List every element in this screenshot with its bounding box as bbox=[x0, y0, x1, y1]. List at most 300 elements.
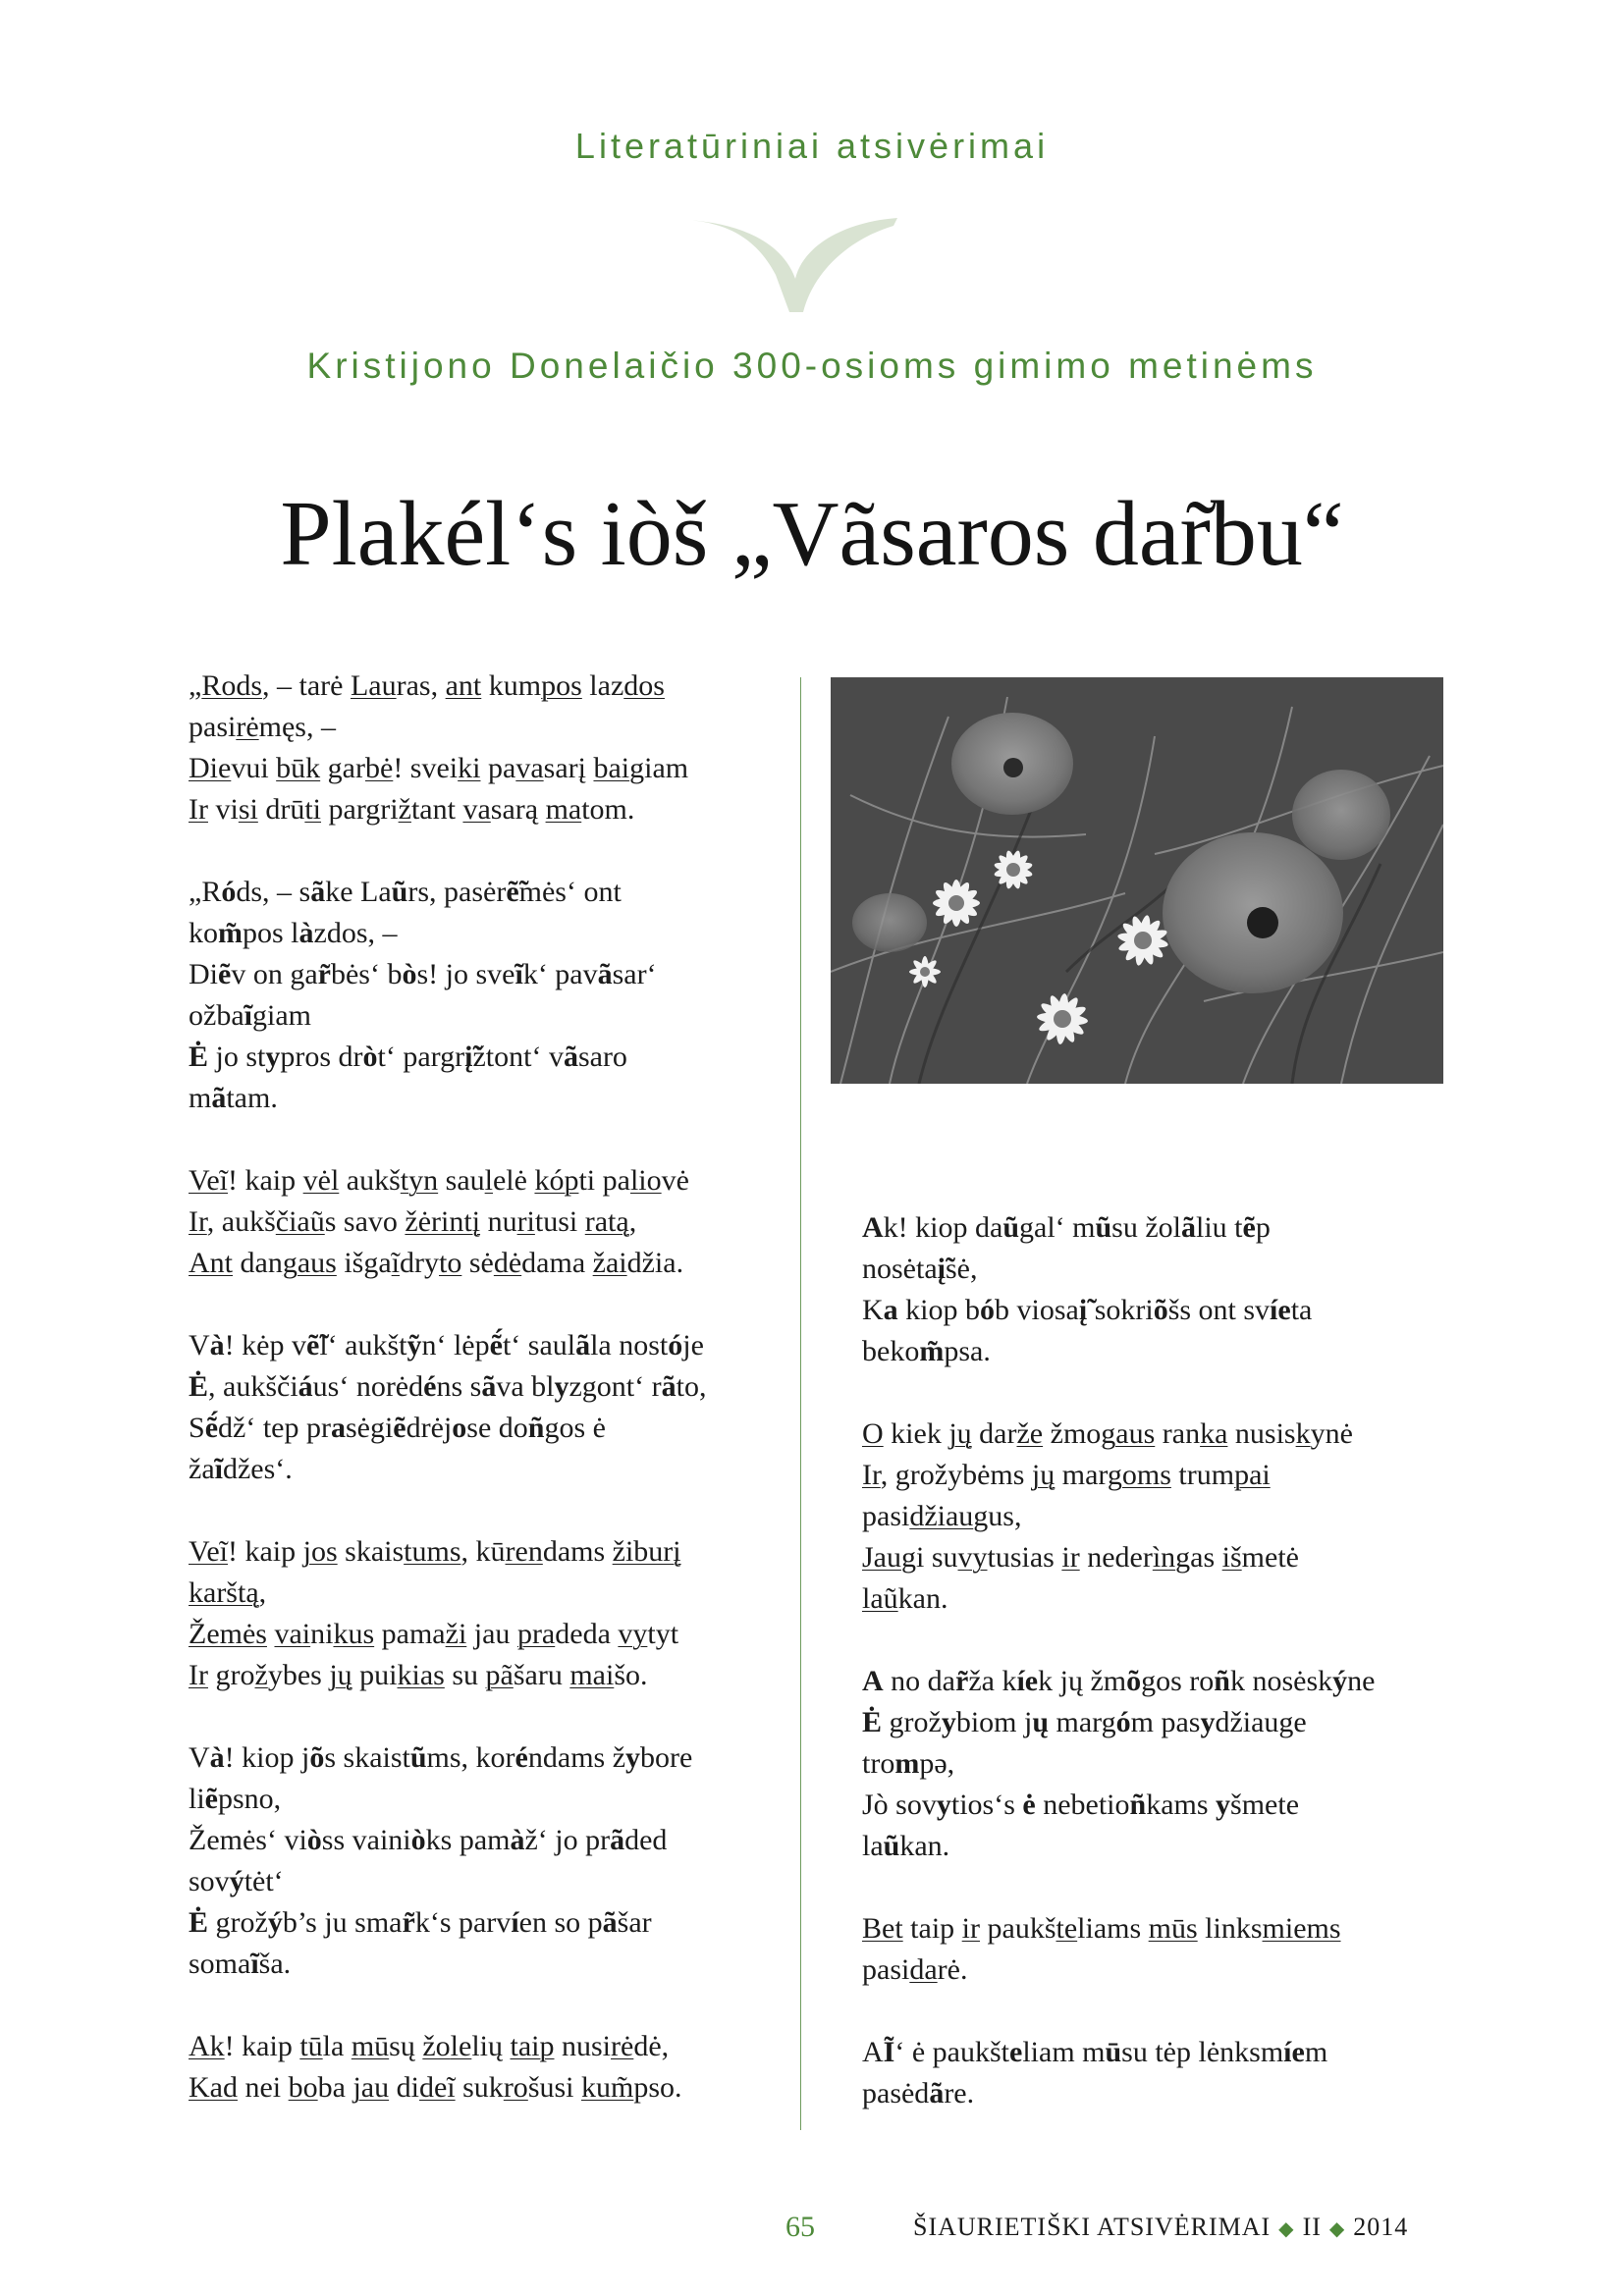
line-segment: į̃ bbox=[937, 1253, 946, 1285]
line-segment: ẽ̃ bbox=[506, 876, 519, 908]
line-segment: zdos, – bbox=[313, 917, 398, 949]
poem-line bbox=[157, 954, 785, 995]
line-segment: ò bbox=[362, 1041, 378, 1073]
line-segment: ã bbox=[610, 1824, 625, 1856]
line-segment: tums bbox=[404, 1535, 461, 1568]
poem-line bbox=[831, 1743, 1459, 1785]
line-segment: ! kaip bbox=[224, 2030, 300, 2062]
line-segment: à bbox=[209, 1741, 225, 1774]
line-segment: pra bbox=[516, 1618, 556, 1650]
line-segment: dar bbox=[971, 1417, 1017, 1450]
line-segment: nusi bbox=[554, 2030, 612, 2062]
line-segment: ma bbox=[545, 793, 582, 826]
line-segment: lių bbox=[471, 2030, 511, 2062]
line-segment: ms, kor bbox=[426, 1741, 515, 1774]
poem-line bbox=[157, 1037, 785, 1078]
line-segment: pui bbox=[352, 1659, 398, 1691]
poem-line bbox=[157, 1078, 785, 1119]
poem-line bbox=[831, 1578, 1459, 1620]
line-segment: liams bbox=[1077, 1912, 1149, 1945]
line-segment: ū bbox=[1105, 2036, 1122, 2068]
line-segment: rė bbox=[236, 711, 259, 743]
line-segment: p bbox=[1255, 1211, 1271, 1244]
line-segment: b’s ju sma bbox=[282, 1906, 403, 1939]
line-segment: la nost bbox=[590, 1329, 669, 1362]
line-segment: šmete bbox=[1230, 1789, 1300, 1821]
line-segment: dan bbox=[233, 1247, 283, 1279]
line-segment: s savo bbox=[324, 1205, 406, 1238]
line-segment: n‘ lėp bbox=[421, 1329, 490, 1362]
line-segment: va bbox=[462, 793, 491, 826]
line-segment: a bbox=[330, 1412, 346, 1444]
poem-line bbox=[157, 1325, 785, 1366]
poem-line bbox=[157, 748, 785, 789]
line-segment: Ĩ bbox=[883, 2036, 895, 2068]
line-segment: kan. bbox=[899, 1830, 950, 1862]
line-segment: dry bbox=[400, 1247, 439, 1279]
line-segment: Žemės‘ vi bbox=[189, 1824, 307, 1856]
line-segment: , aukšči bbox=[208, 1370, 298, 1403]
stanza bbox=[157, 1531, 785, 1696]
line-segment: ožba bbox=[189, 999, 244, 1032]
line-segment: sokri bbox=[1087, 1294, 1154, 1326]
line-segment: ã bbox=[1181, 1211, 1196, 1244]
poem-line bbox=[157, 1449, 785, 1490]
line-segment: ti pa bbox=[578, 1164, 630, 1197]
line-segment: A bbox=[862, 2036, 884, 2068]
stanza bbox=[157, 1160, 785, 1284]
line-segment: ratą bbox=[584, 1205, 629, 1238]
line-segment: é bbox=[423, 1370, 437, 1403]
line-segment: sė bbox=[461, 1247, 494, 1279]
poem-line bbox=[831, 1249, 1459, 1290]
line-segment: ẽ́ bbox=[489, 1329, 503, 1362]
line-segment: tusi bbox=[534, 1205, 585, 1238]
line-segment: sė, bbox=[945, 1253, 978, 1285]
line-segment: jau bbox=[466, 1618, 517, 1650]
line-segment: šusi bbox=[527, 2071, 581, 2104]
line-segment: džiauge bbox=[1215, 1706, 1307, 1738]
line-segment: ã bbox=[211, 1082, 227, 1114]
line-segment: V bbox=[189, 1329, 210, 1362]
line-segment: neder bbox=[1079, 1541, 1153, 1574]
poem-line bbox=[157, 872, 785, 913]
line-segment: k bbox=[1295, 1417, 1311, 1450]
poem-line bbox=[157, 1944, 785, 1985]
line-segment: ĩ bbox=[514, 958, 523, 990]
line-segment: šaru bbox=[513, 1659, 570, 1691]
line-segment: tios‘s bbox=[950, 1789, 1023, 1821]
diamond-icon: ◆ bbox=[1328, 2218, 1346, 2240]
poem-line bbox=[157, 789, 785, 830]
line-segment: ẽ bbox=[1242, 1211, 1256, 1244]
stanza bbox=[831, 2032, 1459, 2114]
line-segment: la bbox=[862, 1830, 884, 1862]
line-segment: deĩ bbox=[418, 2071, 456, 2104]
line-segment: k‘s parv bbox=[414, 1906, 512, 1939]
line-segment: íe bbox=[1283, 2036, 1305, 2068]
poem-line bbox=[157, 1614, 785, 1655]
line-segment: gaus bbox=[282, 1247, 337, 1279]
stanza bbox=[157, 1737, 785, 1985]
line-segment: zgont‘ r bbox=[568, 1370, 662, 1403]
line-segment: gar bbox=[320, 752, 365, 784]
line-segment: õ bbox=[1126, 1665, 1142, 1697]
line-segment: , kū bbox=[460, 1535, 506, 1568]
decorative-v-mark bbox=[687, 218, 913, 316]
poem-line bbox=[831, 1331, 1459, 1372]
line-segment: k! kiop da bbox=[883, 1211, 1003, 1244]
line-segment: s skaist bbox=[324, 1741, 410, 1774]
right-column-poem bbox=[831, 1207, 1459, 2156]
line-segment: į̃ bbox=[464, 1041, 473, 1073]
line-segment: mės‘ ont bbox=[518, 876, 622, 908]
line-segment: ò bbox=[402, 958, 417, 990]
line-segment: Die bbox=[189, 752, 232, 784]
line-segment: da bbox=[909, 1953, 938, 1986]
line-segment: , aukš bbox=[206, 1205, 276, 1238]
line-segment: to, bbox=[676, 1370, 707, 1403]
line-segment: jau bbox=[352, 2071, 390, 2104]
line-segment: ir bbox=[1061, 1541, 1080, 1574]
line-segment: ã bbox=[661, 1370, 677, 1403]
line-segment: r̃ bbox=[955, 1665, 969, 1697]
line-segment: pos l bbox=[243, 917, 299, 949]
line-segment: drėj bbox=[406, 1412, 453, 1444]
journal-name: ŠIAURIETIŠKI ATSIVĖRIMAI bbox=[913, 2213, 1272, 2241]
line-segment: Jò sov bbox=[862, 1789, 937, 1821]
line-segment: goms bbox=[1107, 1459, 1171, 1491]
line-segment: rė. bbox=[937, 1953, 968, 1986]
line-segment: Ir bbox=[862, 1459, 881, 1491]
line-segment: sar‘ bbox=[612, 958, 657, 990]
line-segment: tyt bbox=[647, 1618, 679, 1650]
line-segment: pso. bbox=[633, 2071, 682, 2104]
line-segment: K bbox=[862, 1294, 884, 1326]
line-segment: y bbox=[625, 1741, 641, 1774]
line-segment: žiburį bbox=[612, 1535, 681, 1568]
line-segment: y bbox=[265, 1041, 281, 1073]
poem-line bbox=[157, 913, 785, 954]
line-segment: le bbox=[450, 2030, 472, 2062]
journal-issue: II bbox=[1302, 2213, 1322, 2241]
line-segment: vai bbox=[274, 1618, 311, 1650]
line-segment: taip bbox=[902, 1912, 962, 1945]
poem-line bbox=[831, 1826, 1459, 1867]
line-segment: k nosėsk bbox=[1229, 1665, 1333, 1697]
line-segment: soma bbox=[189, 1948, 251, 1980]
line-segment: ã bbox=[481, 1370, 497, 1403]
line-segment: Veĩ bbox=[189, 1164, 228, 1197]
line-segment: ras, bbox=[396, 669, 446, 702]
line-segment: li bbox=[189, 1783, 205, 1815]
line-segment: m bbox=[894, 1747, 920, 1780]
line-segment: ã bbox=[563, 1041, 578, 1073]
line-segment: vi bbox=[207, 793, 239, 826]
line-segment: y bbox=[1216, 1789, 1231, 1821]
line-segment: ri bbox=[516, 1205, 535, 1238]
line-segment: žai bbox=[592, 1247, 627, 1279]
line-segment: k‘ pav bbox=[522, 958, 598, 990]
line-segment: ũ bbox=[883, 1830, 900, 1862]
line-segment: skais bbox=[337, 1535, 405, 1568]
line-segment: psa. bbox=[944, 1335, 991, 1367]
line-segment: r̃ bbox=[402, 1906, 415, 1939]
line-segment: l‘ aukšt bbox=[319, 1329, 407, 1362]
line-segment: Jau bbox=[862, 1541, 901, 1574]
poem-line bbox=[157, 1902, 785, 1944]
line-segment: marg bbox=[1049, 1706, 1116, 1738]
line-segment: ir bbox=[961, 1912, 980, 1945]
line-segment: laz bbox=[581, 669, 624, 702]
line-segment: ‘ ė paukšt bbox=[894, 2036, 1009, 2068]
line-segment: õ bbox=[309, 1741, 325, 1774]
line-segment: Lau bbox=[350, 669, 397, 702]
line-segment: o bbox=[452, 1412, 467, 1444]
stanza bbox=[831, 1414, 1459, 1620]
line-segment: t‘ saul bbox=[502, 1329, 576, 1362]
poem-line bbox=[157, 1408, 785, 1449]
line-segment: išga bbox=[336, 1247, 392, 1279]
line-segment: pama bbox=[374, 1618, 446, 1650]
line-segment: ũ bbox=[1002, 1211, 1019, 1244]
line-segment: bė bbox=[364, 752, 394, 784]
line-segment: ss vaini bbox=[321, 1824, 411, 1856]
line-segment: nei bbox=[237, 2071, 289, 2104]
line-segment: m̃ bbox=[919, 1335, 945, 1367]
line-segment: liu t bbox=[1196, 1211, 1243, 1244]
line-segment: ant bbox=[445, 669, 482, 702]
line-segment: kóp bbox=[534, 1164, 579, 1197]
line-segment: ò bbox=[410, 1824, 426, 1856]
line-segment: y bbox=[554, 1370, 569, 1403]
line-segment: žėrintį bbox=[405, 1205, 481, 1238]
poem-line bbox=[157, 995, 785, 1037]
line-segment: pasi bbox=[862, 1500, 910, 1532]
line-segment: Ir bbox=[189, 1659, 208, 1691]
line-segment: męs, – bbox=[258, 711, 336, 743]
line-segment: k jų žm bbox=[1038, 1665, 1127, 1697]
line-segment: kiek bbox=[883, 1417, 949, 1450]
line-segment: kiop b bbox=[897, 1294, 981, 1326]
poem-line bbox=[157, 1201, 785, 1243]
line-segment: ne bbox=[1347, 1665, 1376, 1697]
line-segment: tėt‘ bbox=[244, 1865, 284, 1897]
line-segment: biom j bbox=[955, 1706, 1033, 1738]
line-segment: tam. bbox=[226, 1082, 278, 1114]
line-segment: ó bbox=[668, 1329, 683, 1362]
line-segment: džia. bbox=[626, 1247, 684, 1279]
line-segment: di bbox=[389, 2071, 419, 2104]
line-segment: rė bbox=[611, 2030, 634, 2062]
line-segment: ñ bbox=[1214, 1665, 1230, 1697]
poem-line bbox=[831, 1949, 1459, 1991]
line-segment: l bbox=[484, 1164, 493, 1197]
line-segment: pã bbox=[485, 1659, 514, 1691]
line-segment: ñ bbox=[1129, 1789, 1147, 1821]
line-segment: sau bbox=[438, 1164, 485, 1197]
line-segment: ĩ bbox=[391, 1247, 400, 1279]
line-segment: kus bbox=[333, 1618, 375, 1650]
stanza bbox=[831, 1661, 1459, 1867]
line-segment: v on ga bbox=[231, 958, 318, 990]
line-segment: ó bbox=[980, 1294, 996, 1326]
line-segment: grož bbox=[208, 1906, 268, 1939]
line-segment: gi su bbox=[901, 1541, 958, 1574]
line-segment: V bbox=[189, 1741, 210, 1774]
page-number: 65 bbox=[785, 2211, 815, 2243]
line-segment: ša. bbox=[258, 1948, 292, 1980]
line-segment: žo bbox=[422, 2030, 451, 2062]
line-segment: no da bbox=[883, 1665, 955, 1697]
line-segment: íe bbox=[1016, 1665, 1039, 1697]
line-segment: laũ bbox=[862, 1582, 898, 1615]
line-segment: psno, bbox=[218, 1783, 282, 1815]
line-segment: ža bbox=[189, 1453, 215, 1485]
line-segment: to bbox=[439, 1247, 462, 1279]
line-segment: pos bbox=[541, 669, 582, 702]
line-segment: kum bbox=[481, 669, 542, 702]
line-segment: lio bbox=[629, 1164, 662, 1197]
line-segment: la bbox=[322, 2030, 352, 2062]
line-segment: deda bbox=[555, 1618, 619, 1650]
poem-line bbox=[157, 1531, 785, 1573]
line-segment: ynė bbox=[1310, 1417, 1353, 1450]
line-segment: ã bbox=[310, 876, 326, 908]
line-segment: pa bbox=[480, 752, 516, 784]
line-segment: jos bbox=[302, 1535, 338, 1568]
line-segment: dė bbox=[493, 1247, 522, 1279]
line-segment: íe bbox=[1270, 1294, 1291, 1326]
line-segment: ns s bbox=[436, 1370, 482, 1403]
line-segment: dė, bbox=[633, 2030, 670, 2062]
line-segment: gos ro bbox=[1141, 1665, 1215, 1697]
line-segment: karštą bbox=[189, 1576, 259, 1609]
line-segment: pasėd bbox=[862, 2077, 930, 2109]
line-segment: tyn bbox=[400, 1164, 439, 1197]
poem-line bbox=[157, 2067, 785, 2109]
line-segment: ìn bbox=[1152, 1541, 1176, 1574]
stanza bbox=[157, 2026, 785, 2109]
line-segment: jų bbox=[329, 1659, 352, 1691]
line-segment: rs, pasėr bbox=[407, 876, 507, 908]
line-segment: r̃ bbox=[317, 958, 331, 990]
line-segment: ũ bbox=[1095, 1211, 1112, 1244]
poem-line bbox=[831, 1414, 1459, 1455]
line-segment: giam bbox=[251, 999, 311, 1032]
column-divider bbox=[800, 677, 801, 2130]
line-segment: gaus bbox=[1101, 1417, 1156, 1450]
line-segment: bo bbox=[288, 2071, 318, 2104]
line-segment: „R bbox=[189, 876, 222, 908]
line-segment: paukš bbox=[980, 1912, 1056, 1945]
line-segment: suk bbox=[455, 2071, 504, 2104]
line-segment: ĩ bbox=[250, 1948, 259, 1980]
line-segment: dos bbox=[623, 669, 665, 702]
poem-line bbox=[157, 1573, 785, 1614]
journal-year: 2014 bbox=[1353, 2213, 1409, 2241]
poem-line bbox=[157, 1655, 785, 1696]
line-segment: ni bbox=[310, 1618, 334, 1650]
line-segment: m bbox=[1304, 2036, 1328, 2068]
line-segment: ý bbox=[267, 1906, 283, 1939]
line-segment: à bbox=[209, 1329, 225, 1362]
line-segment: Bet bbox=[862, 1912, 903, 1945]
line-segment: ó bbox=[1115, 1706, 1131, 1738]
line-segment: ži bbox=[445, 1618, 467, 1650]
line-segment: „ bbox=[189, 669, 202, 702]
line-segment: ũ bbox=[409, 1741, 427, 1774]
line-segment: dams bbox=[542, 1535, 613, 1568]
line-segment: a bbox=[883, 1294, 898, 1326]
line-segment: gas bbox=[1175, 1541, 1222, 1574]
line-segment: pasi bbox=[189, 711, 237, 743]
line-segment: šs ont sv bbox=[1167, 1294, 1271, 1326]
line-segment: ų bbox=[1032, 1706, 1050, 1738]
line-segment: ko bbox=[189, 917, 218, 949]
line-segment: drū bbox=[257, 793, 305, 826]
line-segment: kias bbox=[397, 1659, 445, 1691]
line-segment: ò bbox=[306, 1824, 322, 1856]
poem-line bbox=[157, 1160, 785, 1201]
line-segment: sarą bbox=[490, 793, 546, 826]
line-segment: m̃ bbox=[218, 917, 243, 949]
line-segment: ẽ́ bbox=[204, 1412, 219, 1444]
line-segment: iš bbox=[1221, 1541, 1242, 1574]
line-segment: saro bbox=[577, 1041, 627, 1073]
poem-line bbox=[831, 2073, 1459, 2114]
line-segment: nu bbox=[480, 1205, 517, 1238]
line-segment: Di bbox=[189, 958, 218, 990]
flower-photo bbox=[831, 677, 1443, 1084]
line-segment: si bbox=[238, 793, 258, 826]
line-segment: sarį bbox=[543, 752, 594, 784]
line-segment: ro bbox=[503, 2071, 528, 2104]
line-segment: ran bbox=[1155, 1417, 1201, 1450]
line-segment: jo st bbox=[208, 1041, 266, 1073]
line-segment: ! svei bbox=[393, 752, 459, 784]
line-segment: su žol bbox=[1111, 1211, 1181, 1244]
line-segment: ã bbox=[575, 1329, 591, 1362]
line-segment: tū bbox=[299, 2030, 323, 2062]
stanza bbox=[157, 872, 785, 1119]
line-segment: , bbox=[628, 1205, 637, 1238]
line-segment: ẽ bbox=[204, 1783, 218, 1815]
line-segment: va bbox=[515, 752, 544, 784]
line-segment: sov bbox=[189, 1865, 230, 1897]
line-segment: miems bbox=[1262, 1912, 1341, 1945]
line-segment: se do bbox=[466, 1412, 528, 1444]
line-segment: ĩ bbox=[244, 999, 252, 1032]
line-segment: sų bbox=[389, 2030, 423, 2062]
line-segment: ỹ bbox=[406, 1329, 422, 1362]
line-segment: vėl bbox=[302, 1164, 340, 1197]
line-segment: metė bbox=[1241, 1541, 1299, 1574]
line-segment: ó bbox=[221, 876, 237, 908]
line-segment: tant bbox=[410, 793, 463, 826]
line-segment: ded bbox=[624, 1824, 668, 1856]
journal-info bbox=[913, 2213, 1408, 2242]
line-segment: pasi bbox=[862, 1953, 910, 1986]
line-segment: nebetio bbox=[1035, 1789, 1130, 1821]
line-segment: ka bbox=[1200, 1417, 1228, 1450]
diamond-icon: ◆ bbox=[1278, 2218, 1295, 2240]
line-segment: bore bbox=[640, 1741, 693, 1774]
stanza bbox=[157, 1325, 785, 1490]
line-segment: Žemės bbox=[189, 1618, 267, 1650]
line-segment: ! kaip bbox=[228, 1535, 303, 1568]
poem-line bbox=[157, 1820, 785, 1861]
